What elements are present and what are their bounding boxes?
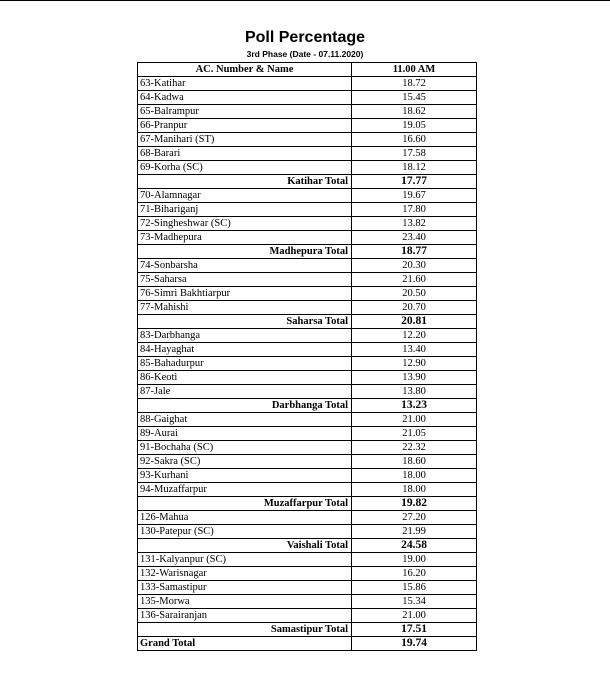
poll-percentage-value: 18.00	[352, 483, 477, 497]
poll-percentage-value: 17.51	[352, 623, 477, 637]
poll-percentage-value: 21.05	[352, 427, 477, 441]
constituency-name: 76-Simri Bakhtiarpur	[138, 287, 352, 301]
constituency-name: 136-Sarairanjan	[138, 609, 352, 623]
constituency-name: 130-Patepur (SC)	[138, 525, 352, 539]
constituency-name: 70-Alamnagar	[138, 189, 352, 203]
total-label: Katihar Total	[138, 175, 352, 189]
constituency-name: 88-Gaighat	[138, 413, 352, 427]
total-label: Vaishali Total	[138, 539, 352, 553]
table-row	[138, 287, 477, 301]
poll-percentage-value: 15.45	[352, 91, 477, 105]
constituency-name: 132-Warisnagar	[138, 567, 352, 581]
table-row	[138, 77, 477, 91]
table-row	[138, 483, 477, 497]
constituency-name: 73-Madhepura	[138, 231, 352, 245]
top-border-line	[0, 0, 610, 1]
total-label: Darbhanga Total	[138, 399, 352, 413]
district-total-row	[138, 399, 477, 413]
table-row	[138, 161, 477, 175]
constituency-name: 91-Bochaha (SC)	[138, 441, 352, 455]
table-header-row	[138, 63, 477, 77]
poll-percentage-value: 24.58	[352, 539, 477, 553]
constituency-name: 75-Saharsa	[138, 273, 352, 287]
district-total-row	[138, 245, 477, 259]
table-row	[138, 105, 477, 119]
poll-percentage-value: 17.80	[352, 203, 477, 217]
poll-percentage-value: 19.00	[352, 553, 477, 567]
table-row	[138, 189, 477, 203]
poll-percentage-value: 16.20	[352, 567, 477, 581]
district-total-row	[138, 623, 477, 637]
table-row	[138, 469, 477, 483]
table-row	[138, 385, 477, 399]
table-row	[138, 91, 477, 105]
constituency-name: 89-Aurai	[138, 427, 352, 441]
constituency-name: 93-Kurhani	[138, 469, 352, 483]
table-row	[138, 217, 477, 231]
table-row	[138, 273, 477, 287]
poll-percentage-value: 17.77	[352, 175, 477, 189]
poll-percentage-value: 13.80	[352, 385, 477, 399]
poll-percentage-value: 13.82	[352, 217, 477, 231]
poll-percentage-value: 21.60	[352, 273, 477, 287]
total-label: Muzaffarpur Total	[138, 497, 352, 511]
poll-percentage-value: 18.72	[352, 77, 477, 91]
constituency-name: 86-Keoti	[138, 371, 352, 385]
constituency-name: 126-Mahua	[138, 511, 352, 525]
page-subtitle: 3rd Phase (Date - 07.11.2020)	[246, 49, 364, 59]
table-row	[138, 329, 477, 343]
poll-percentage-value: 12.20	[352, 329, 477, 343]
constituency-name: 66-Pranpur	[138, 119, 352, 133]
table-row	[138, 567, 477, 581]
constituency-name: 72-Singheshwar (SC)	[138, 217, 352, 231]
total-label: Madhepura Total	[138, 245, 352, 259]
constituency-name: 84-Hayaghat	[138, 343, 352, 357]
table-row	[138, 357, 477, 371]
poll-percentage-value: 13.90	[352, 371, 477, 385]
constituency-name: 68-Barari	[138, 147, 352, 161]
constituency-name: 133-Samastipur	[138, 581, 352, 595]
table-row	[138, 525, 477, 539]
constituency-name: 63-Katihar	[138, 77, 352, 91]
constituency-name: 87-Jale	[138, 385, 352, 399]
table-row	[138, 231, 477, 245]
column-header-ac: AC. Number & Name	[138, 63, 352, 77]
table-body	[138, 77, 477, 651]
constituency-name: 85-Bahadurpur	[138, 357, 352, 371]
poll-percentage-value: 20.30	[352, 259, 477, 273]
poll-percentage-table	[137, 62, 477, 651]
constituency-name: 67-Manihari (ST)	[138, 133, 352, 147]
constituency-name: 74-Sonbarsha	[138, 259, 352, 273]
district-total-row	[138, 539, 477, 553]
district-total-row	[138, 175, 477, 189]
table-row	[138, 581, 477, 595]
poll-percentage-value: 18.00	[352, 469, 477, 483]
constituency-name: 83-Darbhanga	[138, 329, 352, 343]
poll-percentage-value: 19.82	[352, 497, 477, 511]
poll-percentage-value: 19.05	[352, 119, 477, 133]
poll-percentage-value: 18.62	[352, 105, 477, 119]
constituency-name: 94-Muzaffarpur	[138, 483, 352, 497]
total-label: Samastipur Total	[138, 623, 352, 637]
poll-percentage-value: 21.00	[352, 413, 477, 427]
poll-percentage-value: 20.81	[352, 315, 477, 329]
poll-percentage-value: 19.67	[352, 189, 477, 203]
poll-percentage-value: 13.40	[352, 343, 477, 357]
table-row	[138, 147, 477, 161]
poll-percentage-value: 13.23	[352, 399, 477, 413]
district-total-row	[138, 497, 477, 511]
constituency-name: 71-Bihariganj	[138, 203, 352, 217]
table-row	[138, 553, 477, 567]
table-row	[138, 119, 477, 133]
grand-total-row	[138, 637, 477, 651]
poll-percentage-value: 18.77	[352, 245, 477, 259]
table-row	[138, 371, 477, 385]
poll-percentage-value: 12.90	[352, 357, 477, 371]
poll-percentage-value: 15.34	[352, 595, 477, 609]
poll-percentage-value: 18.60	[352, 455, 477, 469]
total-label: Saharsa Total	[138, 315, 352, 329]
poll-percentage-value: 21.99	[352, 525, 477, 539]
table-row	[138, 595, 477, 609]
table-row	[138, 609, 477, 623]
poll-percentage-value: 17.58	[352, 147, 477, 161]
page-title: Poll Percentage	[244, 29, 366, 46]
constituency-name: 77-Mahishi	[138, 301, 352, 315]
poll-percentage-value: 20.50	[352, 287, 477, 301]
district-total-row	[138, 315, 477, 329]
table-row	[138, 427, 477, 441]
poll-percentage-value: 19.74	[352, 637, 477, 651]
table-row	[138, 203, 477, 217]
constituency-name: 135-Morwa	[138, 595, 352, 609]
table-row	[138, 441, 477, 455]
constituency-name: 92-Sakra (SC)	[138, 455, 352, 469]
constituency-name: 65-Balrampur	[138, 105, 352, 119]
table-row	[138, 301, 477, 315]
constituency-name: 64-Kadwa	[138, 91, 352, 105]
poll-percentage-value: 22.32	[352, 441, 477, 455]
total-label: Grand Total	[138, 637, 352, 651]
table-row	[138, 259, 477, 273]
poll-percentage-value: 21.00	[352, 609, 477, 623]
table-row	[138, 343, 477, 357]
poll-percentage-value: 15.86	[352, 581, 477, 595]
table-row	[138, 133, 477, 147]
poll-percentage-value: 20.70	[352, 301, 477, 315]
table-row	[138, 413, 477, 427]
poll-percentage-value: 16.60	[352, 133, 477, 147]
column-header-time: 11.00 AM	[352, 63, 477, 77]
constituency-name: 131-Kalyanpur (SC)	[138, 553, 352, 567]
poll-percentage-value: 18.12	[352, 161, 477, 175]
constituency-name: 69-Korha (SC)	[138, 161, 352, 175]
poll-percentage-value: 23.40	[352, 231, 477, 245]
poll-percentage-value: 27.20	[352, 511, 477, 525]
table-row	[138, 455, 477, 469]
table-row	[138, 511, 477, 525]
